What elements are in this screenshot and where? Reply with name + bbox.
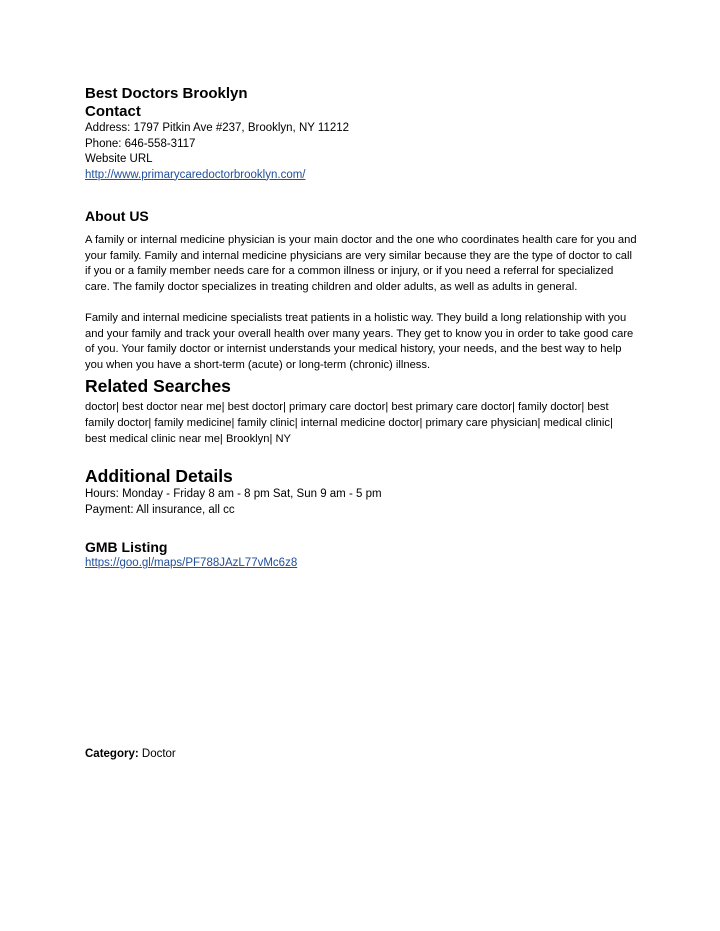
about-paragraph-1: A family or internal medicine physician is your main doctor and the one who coordinates health care for you and your family. Family and internal medicine physicians are very similar because they are the type of doctor to call if you or a family member needs care for a common illness or injury, or if you need a referral for specialized care. The family doctor specializes in treating children and older adults, as well as adults in general. <box>85 234 637 293</box>
additional-details-heading: Additional Details <box>85 466 233 487</box>
hours-text: Hours: Monday - Friday 8 am - 8 pm Sat, Sun 9 am - 5 pm <box>85 488 382 501</box>
related-searches-heading: Related Searches <box>85 376 231 397</box>
about-paragraph-2: Family and internal medicine specialists treat patients in a holistic way. They build a long relationship with you and your family and track your overall health over many years. They get to know you in order to take good care of you. Your family doctor or internist understands your medical history, your needs, and the best way to help you when you have a short-term (acute) or long-term (chronic) illness. <box>85 311 634 371</box>
website-label: Website URL <box>85 153 153 165</box>
document-body <box>85 84 637 572</box>
contact-heading: Contact <box>85 103 141 120</box>
gmb-link[interactable]: https://goo.gl/maps/PF788JAzL77vMc6z8 <box>85 557 298 570</box>
category-line <box>85 747 176 762</box>
website-link[interactable]: http://www.primarycaredoctorbrooklyn.com/ <box>85 168 306 181</box>
about-heading: About US <box>85 208 149 224</box>
related-searches-text: doctor| best doctor near me| best doctor| primary care doctor| best primary care doctor| family doctor| best family doctor| family medicine| family clinic| internal medicine doctor| primary care physician| medical clinic| best medical clinic near me| Brooklyn| NY <box>85 401 613 445</box>
gmb-heading: GMB Listing <box>85 539 168 556</box>
payment-text: Payment: All insurance, all cc <box>85 503 235 516</box>
category-value: Doctor <box>141 748 176 760</box>
category-label: Category: <box>85 748 139 760</box>
phone-text: Phone: 646-558-3117 <box>85 137 196 150</box>
business-name: Best Doctors Brooklyn <box>85 85 248 102</box>
address-text: Address: 1797 Pitkin Ave #237, Brooklyn, NY 11212 <box>85 122 350 134</box>
